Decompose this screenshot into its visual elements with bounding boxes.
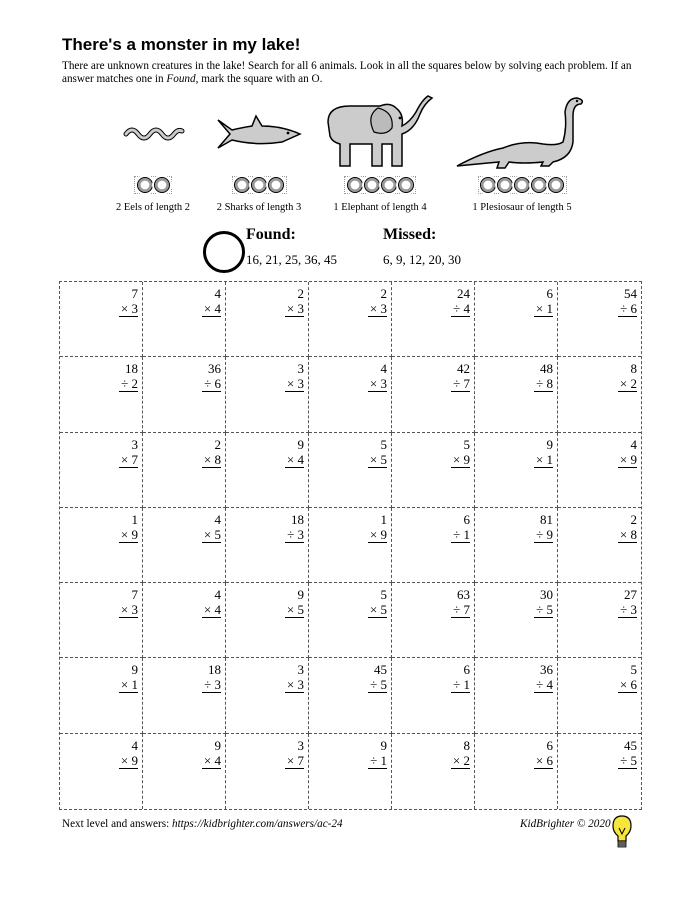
problem-operator: × 6 (535, 752, 553, 768)
problem-operator: ÷ 5 (620, 752, 637, 768)
problem (618, 437, 637, 468)
problem-operand: 18 (208, 662, 221, 678)
problem-cell[interactable] (226, 433, 309, 508)
problem-operator: ÷ 8 (536, 376, 553, 392)
problem-operator: × 7 (286, 752, 304, 768)
problem-operand: 5 (380, 436, 387, 452)
problem-cell[interactable] (60, 734, 143, 809)
footer-left (62, 818, 343, 830)
problem-cell[interactable] (226, 357, 309, 432)
problem (368, 437, 387, 468)
problem-operator: × 1 (535, 451, 553, 467)
problem (202, 437, 221, 468)
problem (202, 286, 221, 317)
problem-operand: 2 (630, 511, 637, 527)
problem (119, 286, 138, 317)
problem-cell[interactable] (392, 357, 475, 432)
problem-operand: 3 (131, 436, 138, 452)
problem-operand: 5 (463, 436, 470, 452)
problem-cell[interactable] (60, 357, 143, 432)
problem-operand: 3 (297, 737, 304, 753)
problem-cell[interactable] (309, 734, 392, 809)
problem-operator: ÷ 2 (121, 376, 138, 392)
problem-operand: 9 (546, 436, 553, 452)
problem-operand: 7 (131, 587, 138, 603)
problem (618, 286, 637, 317)
found-values: 16, 21, 25, 36, 45 (246, 252, 337, 267)
problem-operand: 4 (214, 587, 221, 603)
problem-operator: ÷ 5 (536, 602, 553, 618)
problem (451, 738, 470, 769)
problem-cell[interactable] (226, 734, 309, 809)
problem (119, 512, 138, 543)
problem-cell[interactable] (475, 734, 558, 809)
problem-operand: 4 (630, 436, 637, 452)
problem-cell[interactable] (309, 357, 392, 432)
problem-cell[interactable] (143, 357, 226, 432)
plesiosaur-rings (478, 176, 567, 194)
problem (534, 286, 553, 317)
instructions (62, 60, 642, 86)
problem-operand: 6 (463, 662, 470, 678)
animal-plesiosaur (452, 92, 592, 213)
problem-operand: 2 (297, 286, 304, 301)
animal-elephant (318, 92, 442, 213)
problem-operator: ÷ 9 (536, 526, 553, 542)
problem (368, 587, 387, 618)
problem-cell[interactable] (143, 734, 226, 809)
problem-operator: × 6 (619, 677, 637, 693)
elephant-icon (320, 92, 440, 172)
problem-cell[interactable] (392, 658, 475, 733)
problem (534, 738, 553, 769)
problem-cell[interactable] (60, 433, 143, 508)
footer-copyright: KidBrighter © 2020 (520, 818, 611, 830)
problem-operand: 3 (297, 361, 304, 377)
problem-cell[interactable] (475, 658, 558, 733)
problem-operand: 36 (208, 361, 221, 377)
problem (119, 361, 138, 392)
problem-operand: 4 (131, 737, 138, 753)
problem-operator: × 5 (286, 602, 304, 618)
eel-rings (134, 176, 172, 194)
problem-operand: 81 (540, 511, 553, 527)
problem-cell[interactable] (392, 508, 475, 583)
footer-prefix: Next level and answers: (62, 818, 172, 830)
problem-cell[interactable] (392, 282, 475, 357)
problem-operator: × 9 (369, 526, 387, 542)
page-title: There's a monster in my lake! (62, 35, 301, 54)
problem-operator: × 3 (286, 376, 304, 392)
problem (534, 437, 553, 468)
elephant-label: 1 Elephant of length 4 (333, 202, 427, 213)
problem-operand: 6 (546, 286, 553, 301)
lightbulb-icon (611, 814, 633, 850)
problem-operand: 7 (131, 286, 138, 301)
problem-cell[interactable] (475, 508, 558, 583)
missed-values: 6, 9, 12, 20, 30 (383, 252, 461, 267)
problem-cell[interactable] (60, 508, 143, 583)
problem-operator: × 3 (286, 301, 304, 316)
problem-operator: × 4 (203, 301, 221, 316)
problem-operand: 36 (540, 662, 553, 678)
problem (618, 662, 637, 693)
problem (618, 361, 637, 392)
problem-operand: 30 (540, 587, 553, 603)
problem-operator: ÷ 3 (204, 677, 221, 693)
problem-operand: 9 (131, 662, 138, 678)
problem-operand: 18 (125, 361, 138, 377)
problem (285, 512, 304, 543)
problem-cell[interactable] (226, 658, 309, 733)
problem-cell[interactable] (558, 282, 641, 357)
problem-cell[interactable] (558, 508, 641, 583)
problem-operand: 54 (624, 286, 637, 301)
animal-shark (207, 112, 311, 213)
problem-operand: 1 (380, 511, 387, 527)
problem (534, 587, 553, 618)
problem-operand: 9 (297, 436, 304, 452)
problem-operator: × 1 (535, 301, 553, 316)
problem (119, 587, 138, 618)
problem-operator: × 9 (452, 451, 470, 467)
problem (368, 361, 387, 392)
problem-cell[interactable] (558, 433, 641, 508)
problem-operand: 4 (214, 511, 221, 527)
problem (285, 286, 304, 317)
problem-operator: × 9 (120, 526, 138, 542)
problem-operand: 48 (540, 361, 553, 377)
problem-operator: ÷ 7 (453, 602, 470, 618)
problem-operator: × 5 (203, 526, 221, 542)
plesiosaur-label: 1 Plesiosaur of length 5 (472, 202, 572, 213)
problem-operand: 3 (297, 662, 304, 678)
problem (618, 512, 637, 543)
problem-operator: ÷ 7 (453, 376, 470, 392)
problem-cell[interactable] (309, 658, 392, 733)
problem-operand: 4 (214, 286, 221, 301)
problem-operand: 2 (380, 286, 387, 301)
found-heading: Found: (246, 226, 296, 243)
problem (451, 587, 470, 618)
problem-operand: 1 (131, 511, 138, 527)
problem-cell[interactable] (475, 433, 558, 508)
problem-operand: 27 (624, 587, 637, 603)
problem-operator: × 5 (369, 451, 387, 467)
problem (534, 361, 553, 392)
instructions-text: There are unknown creatures in the lake! Search for all 6 animals. Look in all the squares below by solving each problem. If an answer matches one in (62, 60, 632, 85)
problem-operator: ÷ 4 (536, 677, 553, 693)
shark-label: 2 Sharks of length 3 (216, 202, 302, 213)
problem-cell[interactable] (60, 282, 143, 357)
problem-operator: ÷ 4 (453, 301, 470, 316)
problem (285, 587, 304, 618)
problem-operator: × 3 (120, 301, 138, 316)
problem-operand: 45 (374, 662, 387, 678)
problem-cell[interactable] (392, 433, 475, 508)
problem (202, 587, 221, 618)
problem-cell[interactable] (143, 433, 226, 508)
problem-operand: 2 (214, 436, 221, 452)
problem-operand: 5 (380, 587, 387, 603)
problem (451, 437, 470, 468)
problem-cell[interactable] (558, 357, 641, 432)
problem (285, 437, 304, 468)
problem-cell[interactable] (226, 508, 309, 583)
problem (368, 512, 387, 543)
problem (451, 361, 470, 392)
problem (534, 662, 553, 693)
problem-cell[interactable] (60, 658, 143, 733)
problem-cell[interactable] (143, 282, 226, 357)
problem-operator: × 9 (619, 451, 637, 467)
problem-operand: 63 (457, 587, 470, 603)
problem-operand: 9 (297, 587, 304, 603)
shark-icon (212, 112, 307, 172)
problem (285, 662, 304, 693)
problem-operator: ÷ 6 (620, 301, 637, 316)
problem-operand: 9 (380, 737, 387, 753)
answers-link[interactable]: https://kidbrighter.com/answers/ac-24 (171, 818, 343, 830)
problem-operator: × 2 (452, 752, 470, 768)
problem-cell[interactable] (226, 282, 309, 357)
problem-operator: × 3 (369, 301, 387, 316)
problem-operand: 18 (291, 511, 304, 527)
problem-operand: 8 (630, 361, 637, 377)
problem-operator: × 4 (203, 752, 221, 768)
problem-operator: × 5 (369, 602, 387, 618)
problem-operator: × 4 (286, 451, 304, 467)
problem-operator: ÷ 5 (370, 677, 387, 693)
problem-operator: × 1 (120, 677, 138, 693)
problem (202, 738, 221, 769)
problem (451, 512, 470, 543)
problem-operator: × 3 (286, 677, 304, 693)
problem-cell[interactable] (60, 583, 143, 658)
problem-operator: ÷ 1 (453, 526, 470, 542)
instructions-emphasis: Found (166, 73, 196, 85)
problem (618, 738, 637, 769)
missed-heading: Missed: (383, 226, 437, 243)
plesiosaur-icon (453, 92, 591, 172)
animal-eel (112, 112, 194, 213)
problem (202, 662, 221, 693)
problem (202, 361, 221, 392)
problem-cell[interactable] (392, 734, 475, 809)
problem-operator: × 4 (203, 602, 221, 618)
problem-cell[interactable] (309, 508, 392, 583)
problem-operand: 9 (214, 737, 221, 753)
problem-cell[interactable] (309, 583, 392, 658)
problem (119, 437, 138, 468)
problem-cell[interactable] (558, 658, 641, 733)
problem-operand: 42 (457, 361, 470, 377)
problem-operand: 4 (380, 361, 387, 377)
problem-operand: 45 (624, 737, 637, 753)
problem (451, 286, 470, 317)
problem-operator: ÷ 6 (204, 376, 221, 392)
problem (368, 738, 387, 769)
problem-operator: × 3 (369, 376, 387, 392)
problem-cell[interactable] (392, 583, 475, 658)
problem-cell[interactable] (143, 583, 226, 658)
problem (202, 512, 221, 543)
problem-operand: 24 (457, 286, 470, 301)
problem-cell[interactable] (143, 658, 226, 733)
problem (368, 662, 387, 693)
problem-operator: × 3 (120, 602, 138, 618)
problem-cell[interactable] (309, 433, 392, 508)
problem-operand: 6 (546, 737, 553, 753)
problem (618, 587, 637, 618)
big-o-marker (203, 231, 245, 273)
problem (119, 662, 138, 693)
problem (368, 286, 387, 317)
shark-rings (232, 176, 287, 194)
problem (285, 361, 304, 392)
problem-operator: × 8 (203, 451, 221, 467)
problem (451, 662, 470, 693)
problem-operator: ÷ 1 (370, 752, 387, 768)
eel-icon (118, 112, 188, 172)
problem-grid (59, 281, 642, 810)
problem-operator: ÷ 3 (620, 602, 637, 618)
problem-cell[interactable] (226, 583, 309, 658)
problem (534, 512, 553, 543)
problem (119, 738, 138, 769)
eel-label: 2 Eels of length 2 (115, 202, 191, 213)
problem-cell[interactable] (309, 282, 392, 357)
problem-cell[interactable] (558, 734, 641, 809)
instructions-text-end: , mark the square with an O. (195, 73, 323, 85)
problem-operand: 6 (463, 511, 470, 527)
problem-operator: ÷ 1 (453, 677, 470, 693)
problem-cell[interactable] (143, 508, 226, 583)
problem-operator: × 8 (619, 526, 637, 542)
problem-operator: × 2 (619, 376, 637, 392)
problem-operator: ÷ 3 (287, 526, 304, 542)
problem-cell[interactable] (558, 583, 641, 658)
problem-operator: × 7 (120, 451, 138, 467)
problem-cell[interactable] (475, 282, 558, 357)
problem-operator: × 9 (120, 752, 138, 768)
problem-cell[interactable] (475, 357, 558, 432)
problem (285, 738, 304, 769)
problem-operand: 5 (630, 662, 637, 678)
elephant-rings (344, 176, 416, 194)
problem-operand: 8 (463, 737, 470, 753)
problem-cell[interactable] (475, 583, 558, 658)
